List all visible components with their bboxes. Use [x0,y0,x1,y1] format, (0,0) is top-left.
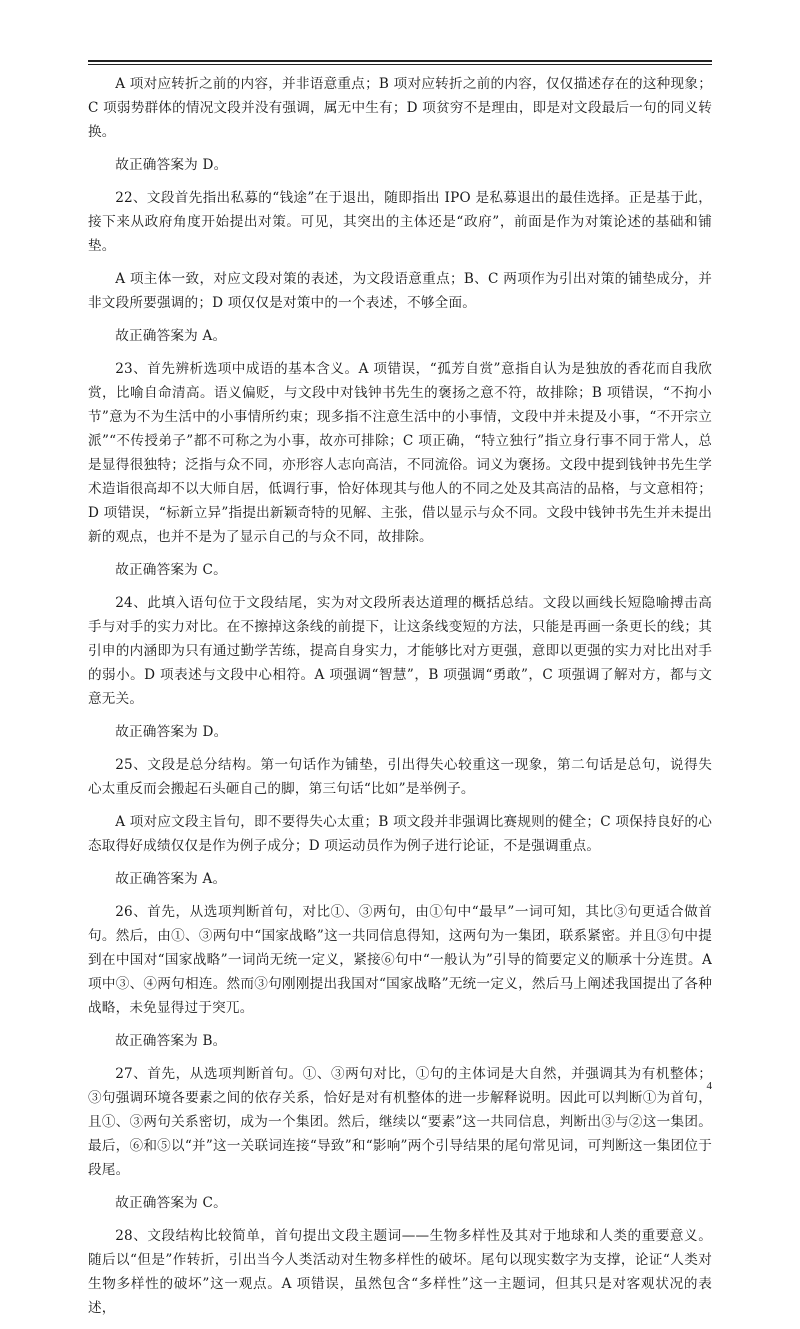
paragraph: 28、文段结构比较简单，首句提出文段主题词——生物多样性及其对于地球和人类的重要意义。随后以“但是”作转折，引出当今人类活动对生物多样性的破坏。尾句以现实数字为支撑，论证“人类对生物多样性的破坏”这一观点。A 项错误，虽然包含“多样性”这一主题词，但其只是对客观状况的表述， [88,1228,712,1316]
paragraph: A 项对应转折之前的内容，并非语意重点；B 项对应转折之前的内容，仅仅描述存在的这种现象；C 项弱势群体的情况文段并没有强调，属无中生有；D 项贫穷不是理由，即是对文段最后一句的同义转换。 [88,76,712,140]
paragraph: 22、文段首先指出私募的“钱途”在于退出，随即指出 IPO 是私募退出的最佳选择。正是基于此，接下来从政府角度开始提出对策。可见，其突出的主体还是“政府”，前面是作为对策论述的基础和铺垫。 [88,190,712,254]
answer-line: 故正确答案为 C。 [115,1195,227,1211]
paragraph: 26、首先，从选项判断首句，对比①、③两句，由①句中“最早”一词可知，其比③句更适合做首句。然后，由①、③两句中“国家战略”这一共同信息得知，这两句为一集团，联系紧密。并且③句中提到在中国对“国家战略”一词尚无统一定义，紧接⑥句中“一般认为”引导的简要定义的顺承十分连贯。A 项中③、④两句相连。然而③句刚刚提出我国对“国家战略”无统一定义，然后马上阐述我国提出了各种战略，未免显得过于突兀。 [88,904,712,1016]
answer-line: 故正确答案为 B。 [115,1033,227,1049]
answer-line: 故正确答案为 A。 [115,328,227,344]
answer-line: 故正确答案为 D。 [115,157,228,173]
answer-line: 故正确答案为 A。 [115,871,227,887]
answer-line: 故正确答案为 C。 [115,562,227,578]
header-rule-thick [88,60,712,62]
paragraph: 24、此填入语句位于文段结尾，实为对文段所表达道理的概括总结。文段以画线长短隐喻搏击高手与对手的实力对比。在不擦掉这条线的前提下，让这条线变短的方法，只能是再画一条更长的线；其引申的内涵即为只有通过勤学苦练，提高自身实力，才能够比对方更强，意即以更强的实力对比出对手的弱小。D 项表述与文段中心相符。A 项强调“智慧”，B 项强调“勇敢”，C 项强调了解对方，都与文意无关。 [88,595,712,707]
header-rule-thin [88,64,712,65]
page-number: 4 [706,1080,712,1092]
paragraph: 27、首先，从选项判断首句。①、③两句对比，①句的主体词是大自然，并强调其为有机整体；③句强调环境各要素之间的依存关系，恰好是对有机整体的进一步解释说明。因此可以判断①为首句，且①、③两句关系密切，成为一个集团。然后，继续以“要素”这一共同信息，判断出③与②这一集团。最后，⑥和⑤以“并”这一关联词连接“导致”和“影响”两个引导结果的尾句常见词，可判断这一集团位于段尾。 [88,1066,712,1178]
paragraph: A 项主体一致，对应文段对策的表述，为文段语意重点；B、C 两项作为引出对策的铺垫成分，并非文段所要强调的；D 项仅仅是对策中的一个表述，不够全面。 [88,271,712,311]
paragraph: 25、文段是总分结构。第一句话作为铺垫，引出得失心较重这一现象，第二句话是总句，说得失心太重反而会搬起石头砸自己的脚，第三句话“比如”是举例子。 [88,757,712,797]
paragraph: 23、首先辨析选项中成语的基本含义。A 项错误，“孤芳自赏”意指自认为是独放的香花而自我欣赏，比喻自命清高。语义偏贬，与文段中对钱钟书先生的褒扬之意不符，故排除；B 项错误，“不拘小节”意为不为生活中的小事情所约束；现多指不注意生活中的小事情，文段中并未提及小事，“不开宗立派”“不传授弟子”都不可称之为小事，故亦可排除；C 项正确，“特立独行”指立身行事不同于常人，总是显得很独特；泛指与众不同，亦形容人志向高洁，不同流俗。词义为褒扬。文段中提到钱钟书先生学术造诣很高却不以大师自居，低调行事，恰好体现其与他人的不同之处及其高洁的品格，与文意相符；D 项错误，“标新立异”指提出新颖奇特的见解、主张，借以显示与众不同。文段中钱钟书先生并未提出新的观点，也并不是为了显示自己的与众不同，故排除。 [88,361,712,545]
answer-line: 故正确答案为 D。 [115,724,228,740]
paragraph: A 项对应文段主旨句，即不要得失心太重；B 项文段并非强调比赛规则的健全；C 项保持良好的心态取得好成绩仅仅是作为例子成分；D 项运动员作为例子进行论证，不是强调重点。 [88,814,712,854]
document-body [88,72,712,1329]
